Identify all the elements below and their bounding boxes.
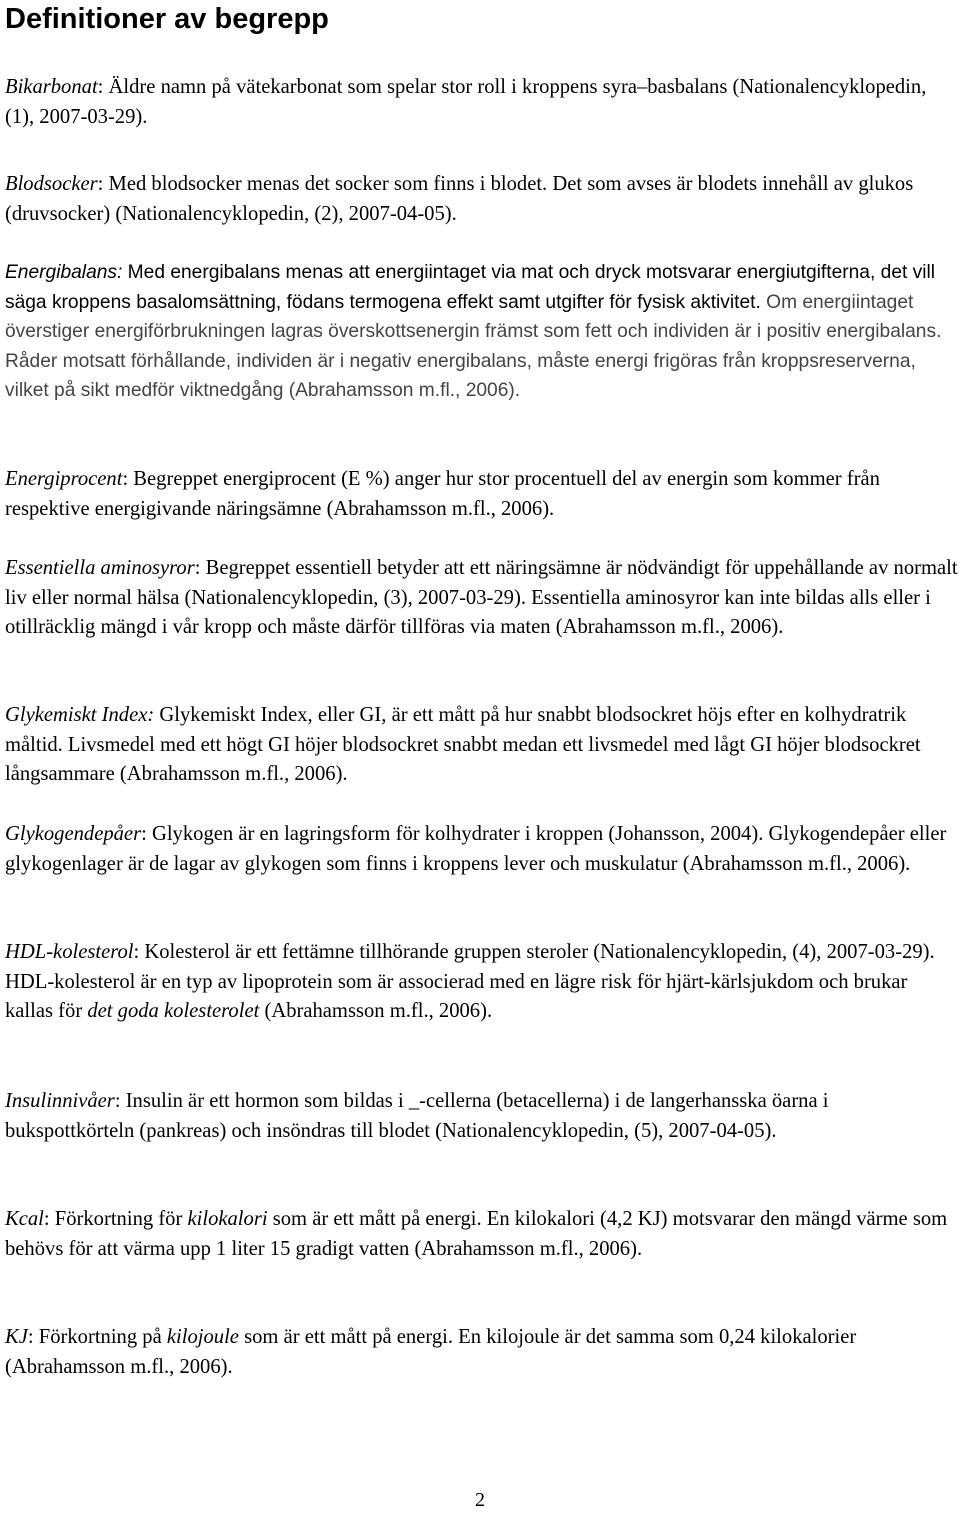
definition-energibalans <box>5 258 955 406</box>
definition-italic: kilojoule <box>166 1326 239 1348</box>
definition-text: Med energibalans menas att energiintaget via mat och dryck motsvarar energiutgifterna, det vill säga kroppens basalomsättning, födans termogena effekt samt utgifter för fysisk aktivitet. <box>5 262 936 313</box>
definition-text-2: (Abrahamsson m.fl., 2006). <box>259 1000 493 1022</box>
term: Glykemiskt Index: <box>5 704 155 726</box>
definition-hdl-kolesterol <box>5 938 960 1027</box>
definition-text: : Begreppet essentiell betyder att ett näringsämne är nödvändigt för uppehållande av normalt liv eller normal hälsa (Nationalencyklopedin, (3), 2007-03-29). Essentiella aminosyror kan inte bildas alls eller i otillräcklig mängd i vår kropp och måste därför tillföras via maten (Abrahamsson m.fl., 2006). <box>5 557 958 638</box>
term: Essentiella aminosyror <box>5 557 195 579</box>
term: Insulinnivåer <box>5 1090 115 1112</box>
definition-glykogendepaer <box>5 820 960 879</box>
definition-text: : Med blodsocker menas det socker som finns i blodet. Det som avses är blodets innehåll av glukos (druvsocker) (Nationalencyklopedin, (2), 2007-04-05). <box>5 173 914 225</box>
term: KJ <box>5 1326 28 1348</box>
definition-kcal <box>5 1205 960 1264</box>
definition-italic: det goda kolesterolet <box>87 1000 260 1022</box>
definition-italic: kilokalori <box>187 1208 268 1230</box>
term: Glykogendepåer <box>5 823 142 845</box>
term: Blodsocker <box>5 173 98 195</box>
definition-essentiella-aminosyror <box>5 554 960 643</box>
definition-text: : Begreppet energiprocent (E %) anger hur stor procentuell del av energin som kommer från respektive energigivande näringsämne (Abrahamsson m.fl., 2006). <box>5 468 880 520</box>
definition-text: : Insulin är ett hormon som bildas i _-cellerna (betacellerna) i de langerhansska öarna i bukspottkörteln (pankreas) och insöndras till blodet (Nationalencyklopedin, (5), 2007-04-05). <box>5 1090 829 1142</box>
definition-blodsocker <box>5 170 960 229</box>
definition-text-2: som är ett mått på energi. En kilokalori (4,2 KJ) motsvarar den mängd värme som behövs för att värma upp 1 liter 15 gradigt vatten (Abrahamsson m.fl., 2006). <box>5 1208 948 1260</box>
definition-bikarbonat <box>5 73 960 132</box>
definition-text-gray: Om energiintaget överstiger energiförbrukningen lagras överskottsenergin främst som fett och individen är i positiv energibalans. <box>5 291 942 342</box>
term: Energibalans: <box>5 262 123 283</box>
definition-text-gray-2: Råder motsatt förhållande, individen är i negativ energibalans, måste energi frigöras från kroppsreserverna, vilket på sikt medför viktnedgång (Abrahamsson m.fl., 2006). <box>5 350 916 401</box>
definition-text: : Förkortning för <box>43 1208 188 1230</box>
term: Energiprocent <box>5 468 123 490</box>
definition-insulinnivaer <box>5 1087 960 1146</box>
definition-text: : Kolesterol är ett fettämne tillhörande gruppen steroler (Nationalencyklopedin, (4), 2007-03-29). HDL-kolesterol är en typ av lipoprotein som är associerad med en lägre risk för hjärt-kärlsjukdom och brukar kallas för <box>5 941 935 1022</box>
term: HDL-kolesterol <box>5 941 134 963</box>
definition-text: Glykemiskt Index, eller GI, är ett mått på hur snabbt blodsockret höjs efter en kolhydratrik måltid. Livsmedel med ett högt GI höjer blodsockret snabbt medan ett livsmedel med lågt GI höjer blodsockret långsammare (Abrahamsson m.fl., 2006). <box>5 704 921 785</box>
page-title: Definitioner av begrepp <box>5 3 329 35</box>
page-number: 2 <box>475 1489 485 1511</box>
definition-glykemiskt-index <box>5 701 960 790</box>
definition-kj <box>5 1323 960 1382</box>
term: Kcal <box>5 1208 44 1230</box>
definition-text: : Glykogen är en lagringsform för kolhydrater i kroppen (Johansson, 2004). Glykogendepåer eller glykogenlager är de lagar av glykogen som finns i kroppens lever och muskulatur (Abrahamsson m.fl., 2006). <box>5 823 947 875</box>
definition-energiprocent <box>5 465 960 524</box>
term: Bikarbonat <box>5 76 98 98</box>
definition-text: : Äldre namn på vätekarbonat som spelar stor roll i kroppens syra–basbalans (Nationalencyklopedin, (1), 2007-03-29). <box>5 76 927 128</box>
definition-text-2: som är ett mått på energi. En kilojoule är det samma som 0,24 kilokalorier (Abrahamsson m.fl., 2006). <box>5 1326 857 1378</box>
definition-text: : Förkortning på <box>27 1326 167 1348</box>
